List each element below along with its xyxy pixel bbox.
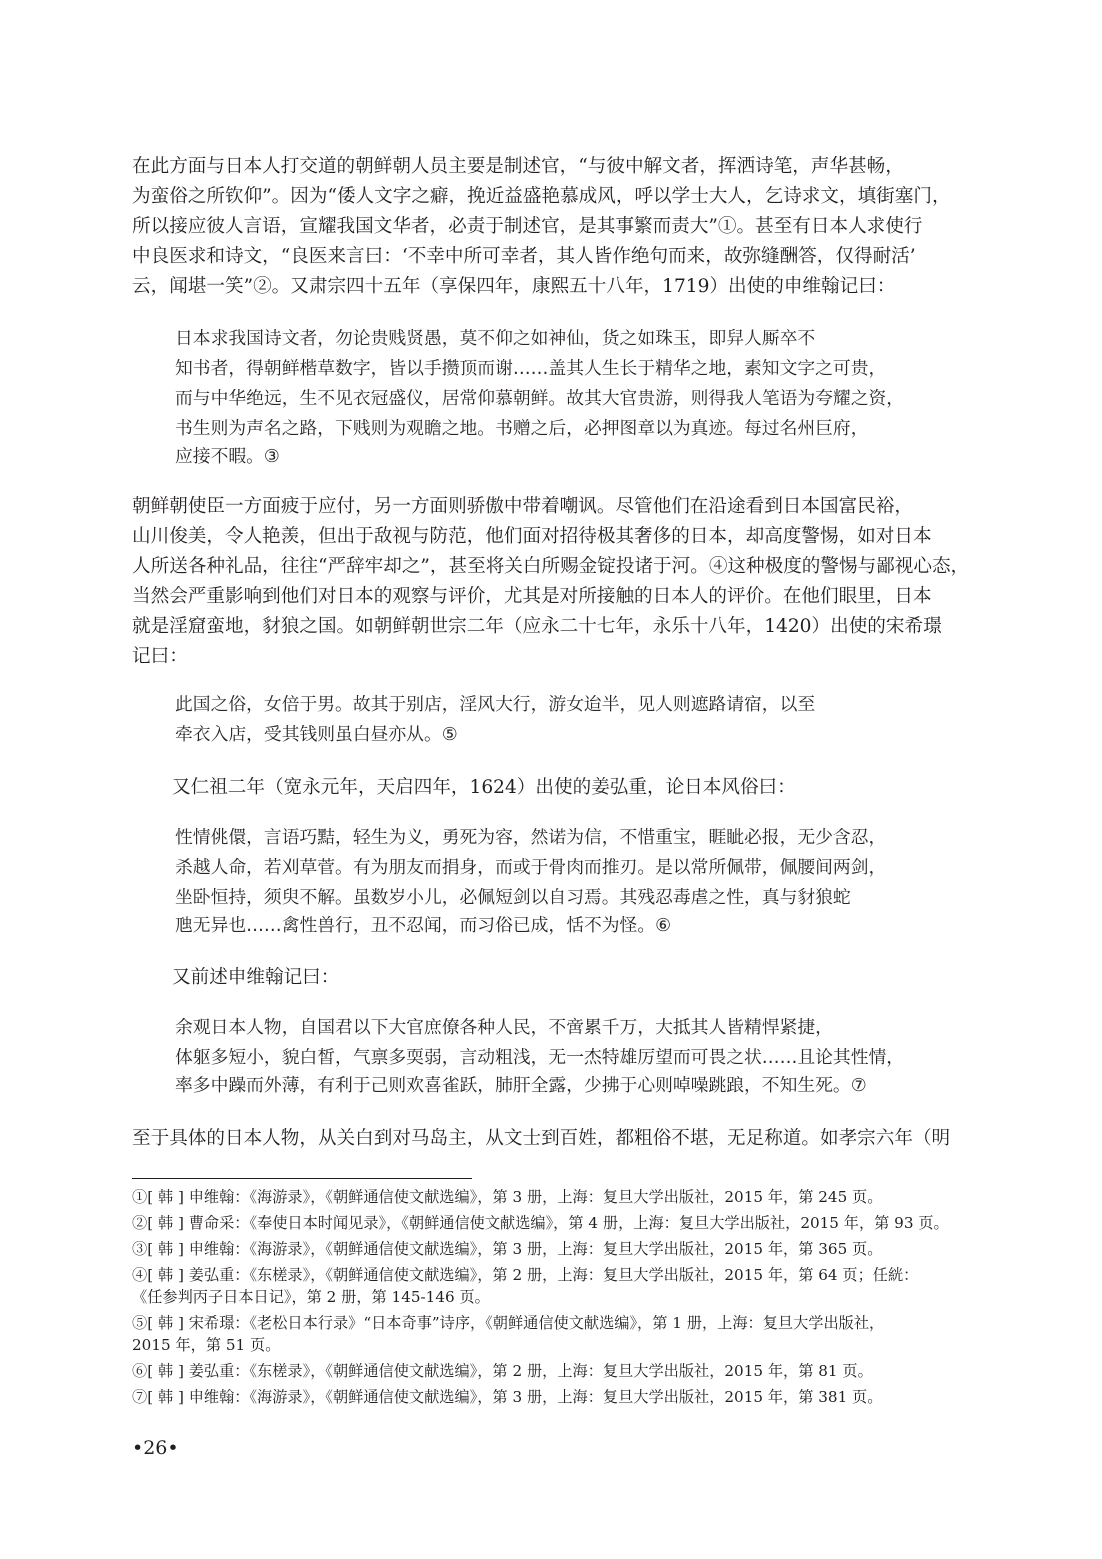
paragraph-2-line-5: 就是淫窟蛮地，豺狼之国。如朝鲜朝世宗二年（应永二十七年，永乐十八年，1420）出使的宋希璟 [132, 616, 942, 637]
quote-1-line-1: 日本求我国诗文者，勿论贵贱贤愚，莫不仰之如神仙，货之如珠玉，即舁人厮卒不 [175, 328, 816, 349]
quote-2-line-1: 此国之俗，女倍于男。故其于别店，淫风大行，游女迨半，见人则遮路请宿，以至 [175, 694, 816, 715]
quote-1-line-5: 应接不暇。③ [175, 446, 280, 467]
quote-4-line-2: 体躯多短小，貌白皙，气禀多耎弱，言动粗浅，无一杰特雄厉望而可畏之状……且论其性情， [175, 1047, 905, 1068]
footnote-6: ⑥[ 韩 ] 姜弘重：《东槎录》，《朝鲜通信使文献选编》，第 2 册，上海：复旦大学出版社，2015 年，第 81 页。 [132, 1362, 873, 1380]
footnote-separator [132, 1178, 472, 1179]
footnote-4-line-1: ④[ 韩 ] 姜弘重：《东槎录》，《朝鲜通信使文献选编》，第 2 册，上海：复旦大学出版社，2015 年，第 64 页；任絖： [132, 1266, 919, 1284]
paragraph-2-line-1: 朝鲜朝使臣一方面疲于应付，另一方面则骄傲中带着嘲讽。尽管他们在沿途看到日本国富民裕， [132, 496, 913, 517]
footnote-7: ⑦[ 韩 ] 申维翰：《海游录》，《朝鲜通信使文献选编》，第 3 册，上海：复旦大学出版社，2015 年，第 381 页。 [132, 1388, 883, 1406]
footnote-3: ③[ 韩 ] 申维翰：《海游录》，《朝鲜通信使文献选编》，第 3 册，上海：复旦大学出版社，2015 年，第 365 页。 [132, 1240, 883, 1258]
paragraph-2-line-4: 当然会严重影响到他们对日本的观察与评价，尤其是对所接触的日本人的评价。在他们眼里，日本 [132, 586, 932, 607]
quote-1-line-2: 知书者，得朝鲜楷草数字，皆以手攒顶而谢……盖其人生长于精华之地，素知文字之可贵， [175, 358, 887, 379]
quote-3-line-2: 杀越人命，若刈草菅。有为朋友而捐身，而或于骨肉而推刃。是以常所佩带，佩腰间两剑， [175, 857, 887, 878]
footnote-4-line-2: 《任参判丙子日本日记》，第 2 册，第 145-146 页。 [132, 1288, 490, 1306]
paragraph-1-line-4: 中良医求和诗文，“良医来言曰：‘不幸中所可幸者，其人皆作绝句而来，故弥缝酬答，仅得耐活’ [132, 246, 916, 267]
paragraph-2-line-3: 人所送各种礼品，往往“严辞牢却之”，甚至将关白所赐金锭投诸于河。④这种极度的警惕与鄙视心态， [132, 556, 970, 577]
paragraph-2-line-2: 山川俊美，令人艳羡，但出于敌视与防范，他们面对招待极其奢侈的日本，却高度警惕，如对日本 [132, 526, 932, 547]
footnote-2: ②[ 韩 ] 曹命采：《奉使日本时闻见录》，《朝鲜通信使文献选编》，第 4 册，上海：复旦大学出版社，2015 年，第 93 页。 [132, 1214, 949, 1232]
quote-4-line-3: 率多中躁而外薄，有利于己则欢喜雀跃，肺肝全露，少拂于心则啅噪跳踉，不知生死。⑦ [175, 1075, 867, 1096]
footnote-5-line-1: ⑤[ 韩 ] 宋希璟：《老松日本行录》“日本奇事”诗序，《朝鲜通信使文献选编》，第 1 册，上海：复旦大学出版社， [132, 1314, 885, 1332]
paragraph-3: 又仁祖二年（宽永元年，天启四年，1624）出使的姜弘重，论日本风俗曰： [172, 777, 796, 798]
quote-4-line-1: 余观日本人物，自国君以下大官庶僚各种人民，不啻累千万，大抵其人皆精悍紧捷， [175, 1017, 833, 1038]
quote-1-line-3: 而与中华绝远，生不见衣冠盛仪，居常仰慕朝鲜。故其大官贵游，则得我人笔语为夸耀之资， [175, 388, 905, 409]
paragraph-1-line-5: 云，闻堪一笑”②。又肃宗四十五年（享保四年，康熙五十八年，1719）出使的申维翰记曰： [132, 276, 896, 297]
footnote-5-line-2: 2015 年，第 51 页。 [132, 1336, 281, 1354]
quote-3-line-3: 坐卧恒持，须臾不解。虽数岁小儿，必佩短剑以自习焉。其残忍毒虐之性，真与豺狼蛇 [175, 887, 851, 908]
paragraph-1-line-3: 所以接应彼人言语，宣耀我国文华者，必责于制述官，是其事繁而责大”①。甚至有日本人求使行 [132, 216, 923, 237]
quote-1-line-4: 书生则为声名之路，下贱则为观瞻之地。书赠之后，必押图章以为真迹。每过名州巨府， [175, 418, 869, 439]
quote-3-line-4: 虺无异也……禽性兽行，丑不忍闻，而习俗已成，恬不为怪。⑥ [175, 915, 672, 936]
page-number: •26• [132, 1437, 179, 1459]
footnote-1: ①[ 韩 ] 申维翰：《海游录》，《朝鲜通信使文献选编》，第 3 册，上海：复旦大学出版社，2015 年，第 245 页。 [132, 1188, 883, 1206]
paragraph-2-line-6: 记曰： [132, 646, 188, 667]
paragraph-4: 又前述申维翰记曰： [172, 967, 340, 988]
paragraph-1-line-1: 在此方面与日本人打交道的朝鲜朝人员主要是制述官，“与彼中解文者，挥洒诗笔，声华甚畅， [132, 156, 904, 177]
paragraph-1-line-2: 为蛮俗之所钦仰”。因为“倭人文字之癖，挽近益盛艳慕成风，呼以学士大人，乞诗求文，填街塞门， [132, 186, 951, 207]
quote-3-line-1: 性情佻儇，言语巧黠，轻生为义，勇死为容，然诺为信，不惜重宝，睚眦必报，无少含忍， [175, 827, 887, 848]
paragraph-5: 至于具体的日本人物，从关白到对马岛主，从文士到百姓，都粗俗不堪，无足称道。如孝宗六年（明 [132, 1128, 951, 1149]
quote-2-line-2: 牵衣入店，受其钱则虽白昼亦从。⑤ [175, 724, 458, 745]
